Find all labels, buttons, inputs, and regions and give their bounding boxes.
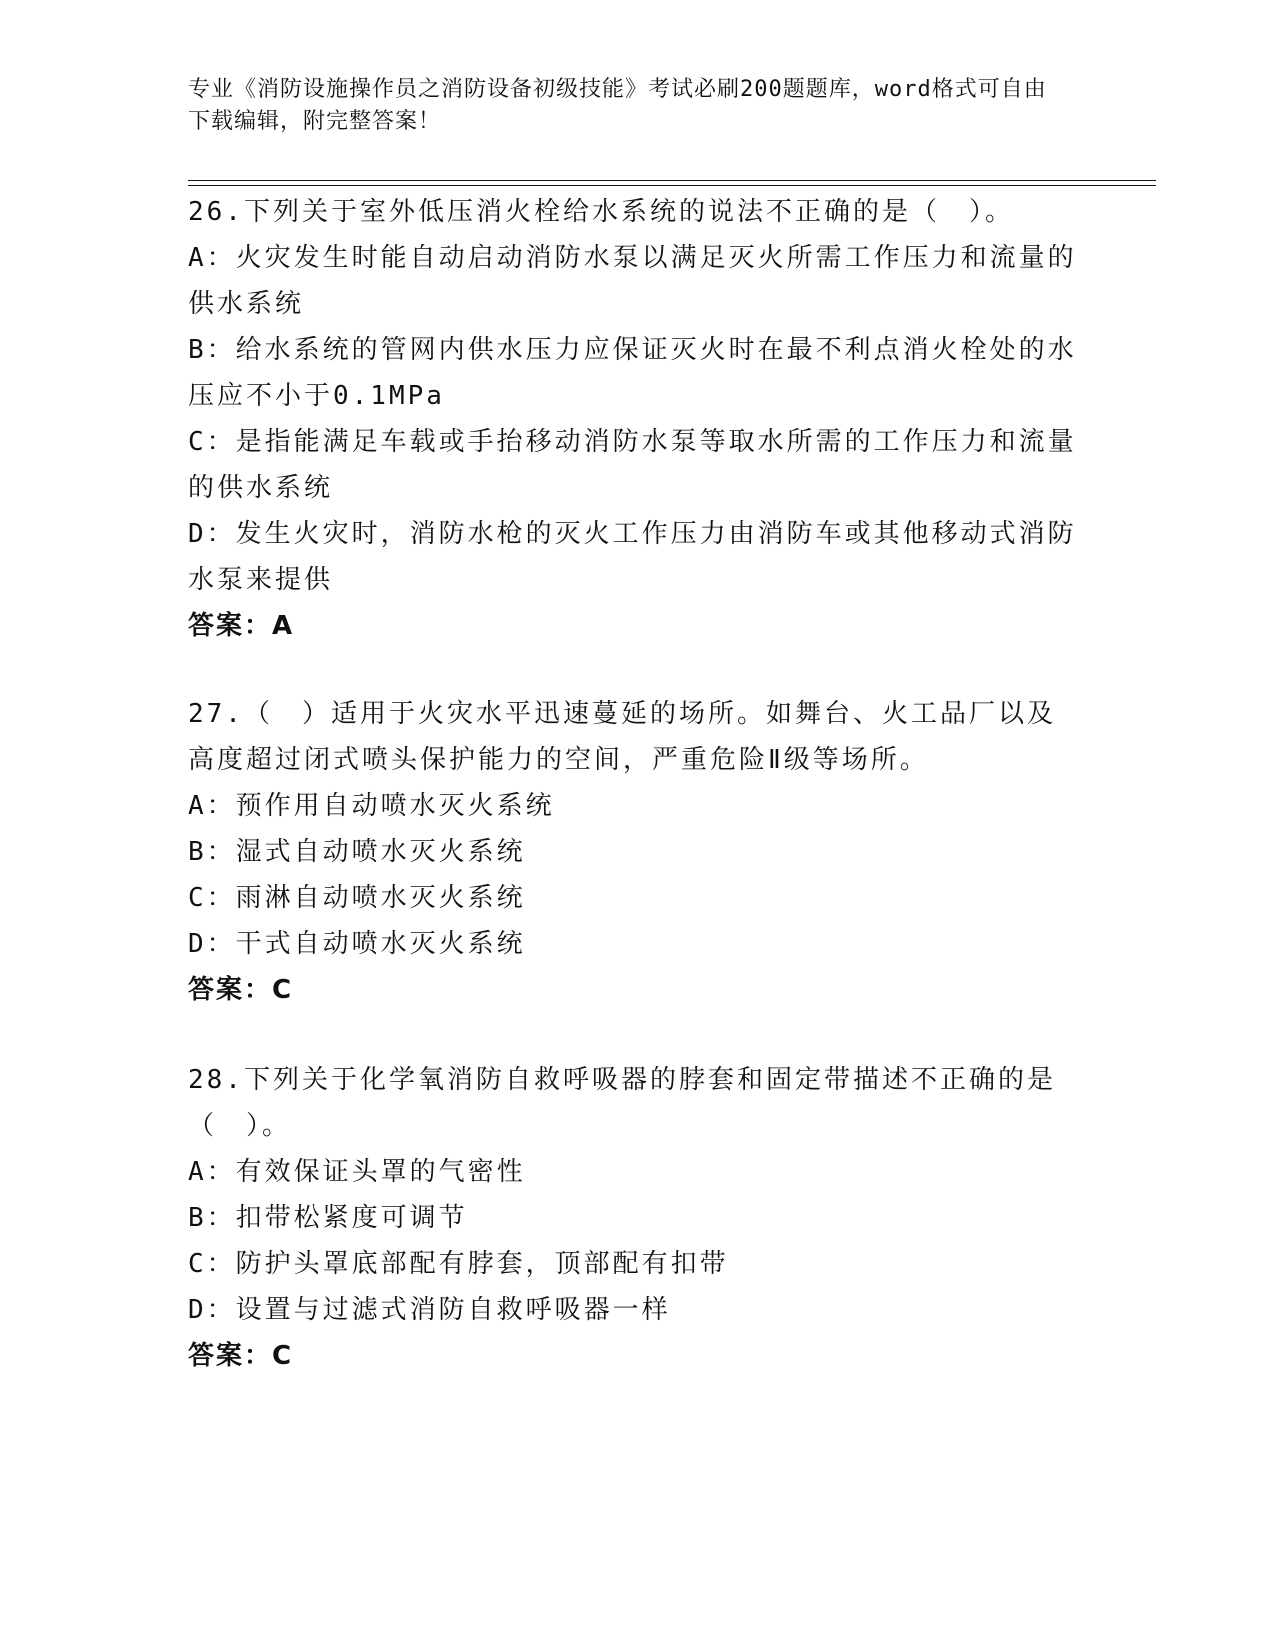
option-c: C：防护头罩底部配有脖套，顶部配有扣带 [188, 1249, 729, 1279]
option-a: A：有效保证头罩的气密性 [188, 1157, 526, 1187]
question-26 [188, 189, 1078, 649]
answer-label: 答案：C [188, 975, 294, 1005]
option-d: D：设置与过滤式消防自救呼吸器一样 [188, 1295, 671, 1325]
option-b: B：给水系统的管网内供水压力应保证灭火时在最不利点消火栓处的水压应不小于0.1MPa [188, 335, 1077, 411]
option-a: A：预作用自动喷水灭火系统 [188, 791, 555, 821]
question-28 [188, 1057, 1078, 1379]
question-stem: 26.下列关于室外低压消火栓给水系统的说法不正确的是（ ）。 [188, 197, 1014, 227]
answer-label: 答案：C [188, 1341, 294, 1371]
question-stem: 27.（ ）适用于火灾水平迅速蔓延的场所。如舞台、火工品厂以及高度超过闭式喷头保护能力的空间，严重危险Ⅱ级等场所。 [188, 699, 1056, 775]
option-b: B：扣带松紧度可调节 [188, 1203, 468, 1233]
option-b: B：湿式自动喷水灭火系统 [188, 837, 526, 867]
option-d: D：干式自动喷水灭火系统 [188, 929, 526, 959]
option-c: C：是指能满足车载或手抬移动消防水泵等取水所需的工作压力和流量的供水系统 [188, 427, 1077, 503]
option-d: D：发生火灾时，消防水枪的灭火工作压力由消防车或其他移动式消防水泵来提供 [188, 519, 1077, 595]
option-c: C：雨淋自动喷水灭火系统 [188, 883, 526, 913]
document-header: 专业《消防设施操作员之消防设备初级技能》考试必刷200题题库，word格式可自由下载编辑，附完整答案！ [188, 77, 1047, 134]
answer-label: 答案：A [188, 611, 295, 641]
header-divider-top [188, 180, 1156, 181]
option-a: A：火灾发生时能自动启动消防水泵以满足灭火所需工作压力和流量的供水系统 [188, 243, 1077, 319]
header-divider-bottom [188, 185, 1156, 186]
question-stem: 28.下列关于化学氧消防自救呼吸器的脖套和固定带描述不正确的是（ ）。 [188, 1065, 1056, 1141]
question-27 [188, 691, 1078, 1013]
